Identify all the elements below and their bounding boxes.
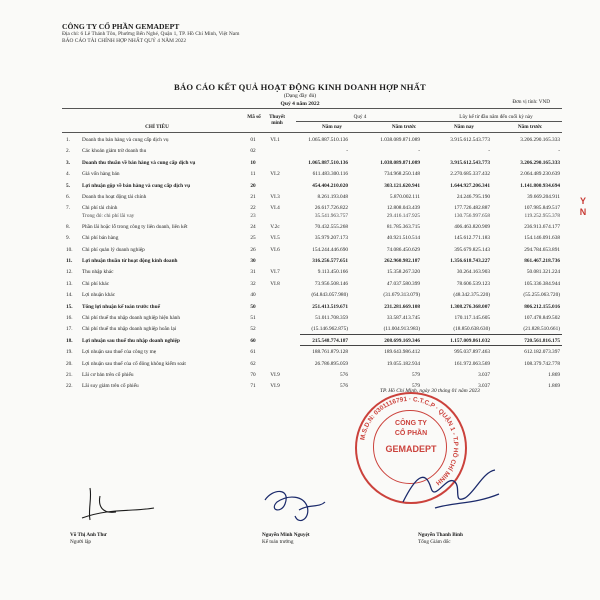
cell-y-prev: 3.206.290.165.333	[520, 159, 560, 166]
cell-note: VI.3	[270, 194, 280, 200]
cell-y-prev: 2.064.489.230.639	[520, 171, 560, 178]
cell-y-prev: (21.828.510.661)	[523, 326, 560, 333]
cell-y-cur: 1.308.276.368.007	[450, 303, 490, 310]
cell-y-cur: 3.037	[478, 372, 490, 378]
cell-q-prev: 262.960.982.187	[384, 258, 420, 264]
col-header-quarter: Quý 4	[353, 114, 367, 120]
cell-code: 50	[250, 303, 256, 310]
cell-name: Các khoản giảm trừ doanh thu	[82, 148, 147, 155]
cell-y-prev: 1.141.800.934.694	[520, 182, 560, 189]
cell-y-cur: 78.606.539.123	[456, 280, 490, 287]
cell-q-prev: 231.281.669.108	[384, 303, 420, 310]
cell-code: 52	[250, 326, 256, 333]
cell-code: 31	[250, 269, 256, 276]
cell-q-cur: 26.786.895.059	[314, 360, 348, 367]
seal-name-text: GEMADEPT	[385, 444, 437, 454]
cell-name: Thu nhập khác	[82, 269, 114, 276]
cell-q-cur: 251.413.519.671	[312, 303, 348, 310]
cell-name: Chi phí bán hàng	[82, 235, 119, 242]
cell-q-prev: 81.785.363.715	[386, 223, 420, 230]
cell-no: 12.	[66, 269, 73, 276]
cell-q-cur: 316.256.577.651	[312, 258, 348, 264]
signature-director-icon	[395, 458, 505, 518]
table-row	[62, 191, 562, 202]
cell-y-prev: 806.212.155.016	[524, 303, 560, 310]
cell-y-prev: 720.561.816.175	[524, 337, 560, 344]
cell-q-cur: 35.979.207.173	[314, 235, 348, 242]
table-row	[62, 157, 562, 168]
cell-no: 15.	[66, 303, 73, 310]
side-letter-1: Y	[579, 196, 586, 206]
cell-y-cur: 395.679.825.143	[454, 246, 490, 253]
cell-name: Chi phí khác	[82, 280, 110, 287]
cell-q-prev: 19.055.182.934	[386, 360, 420, 367]
cell-y-cur: 1.644.927.206.341	[450, 182, 490, 189]
cell-code: 21	[250, 194, 256, 200]
cell-q-prev: 5.870.002.111	[389, 194, 420, 200]
col-header-y-this-year: Năm nay	[453, 124, 475, 130]
cell-y-cur: 2.270.685.337.432	[450, 171, 490, 178]
svg-text:M.S.D.N: 0301116791 · C.T.C.P: M.S.D.N: 0301116791 · C.T.C.P · QUẬN 1 - T.P HỒ CHÍ MINH	[359, 395, 460, 487]
cell-y-cur: 1.356.618.743.227	[450, 258, 490, 264]
cell-no: 4.	[66, 171, 70, 178]
cell-note: VI.2	[270, 171, 280, 178]
table-top-rule	[62, 108, 562, 109]
cell-sub-q-prev: 29.416.147.925	[386, 213, 420, 220]
cell-no: 3.	[66, 159, 70, 166]
cell-code: 25	[250, 235, 256, 242]
cell-q-cur: 8.261.193.048	[317, 194, 348, 200]
cell-no: 5.	[66, 182, 70, 189]
cell-y-prev: 861.467.218.736	[524, 258, 560, 264]
cell-y-prev: 154.146.091.638	[524, 235, 560, 242]
cell-q-prev: (31.679.313.079)	[383, 292, 420, 299]
cell-q-prev: 33.587.413.745	[386, 315, 420, 321]
signer-name: Võ Thị Anh Thư	[70, 532, 107, 538]
cell-name: Lãi suy giảm trên cổ phiếu	[82, 383, 139, 390]
cell-code: 20	[250, 182, 256, 189]
cell-code: 60	[250, 337, 256, 344]
signer-role: Kế toán trưởng	[262, 539, 294, 546]
side-letter-2: N	[579, 207, 587, 217]
cell-note: VI.1	[270, 137, 280, 143]
cell-name: Lợi nhuận sau thuế của cổ đông không kiểm soát	[82, 360, 186, 367]
cell-name: Lợi nhuận sau thuế của công ty mẹ	[82, 349, 157, 356]
cell-q-cur: 188.761.879.128	[312, 349, 348, 356]
cell-no: 17.	[66, 326, 73, 333]
col-header-code: Mã số	[247, 114, 261, 120]
cell-q-cur: 26.617.726.822	[314, 205, 348, 212]
col-header-q-this-year: Năm nay	[321, 124, 343, 130]
cell-y-cur: (48.342.375.220)	[453, 292, 490, 299]
report-title: BÁO CÁO KẾT QUẢ HOẠT ĐỘNG KINH DOANH HỢP NHẤT	[174, 82, 426, 92]
cell-name: Tổng lợi nhuận kế toán trước thuế	[82, 303, 160, 310]
col-header-ytd: Lũy kế từ đầu năm đến cuối kỳ này	[459, 114, 533, 120]
cell-q-prev: 579	[412, 372, 420, 378]
cell-code: 10	[250, 159, 256, 166]
company-address: Địa chỉ: 6 Lê Thánh Tôn, Phường Bến Nghé, Quận 1, TP. Hồ Chí Minh, Việt Nam	[62, 31, 240, 38]
table-row	[62, 358, 562, 369]
cell-sub-y-prev: 119.252.955.378	[524, 213, 560, 220]
signer-role: Người lập	[70, 539, 91, 546]
cell-name: Lợi nhuận sau thuế thu nhập doanh nghiệp	[82, 337, 180, 344]
table-row	[62, 369, 562, 380]
cell-y-prev: (55.255.063.720)	[523, 292, 560, 299]
report-subtitle: (Dạng đầy đủ)	[283, 93, 317, 99]
cell-y-prev: 294.784.653.891	[524, 246, 560, 253]
cell-q-cur: -	[346, 148, 348, 155]
cell-q-prev: -	[418, 148, 420, 155]
cell-q-cur: 454.404.210.020	[312, 182, 348, 189]
table-row	[62, 266, 562, 277]
cell-y-cur: 406.463.820.909	[454, 223, 490, 230]
cell-q-prev: 1.038.089.871.089	[380, 137, 420, 143]
cell-y-cur: (18.850.638.630)	[453, 326, 490, 333]
seal-middle-text: CỔ PHẦN	[394, 430, 428, 437]
signer-accountant	[262, 532, 310, 546]
table-row	[62, 134, 562, 145]
cell-y-prev: 236.913.674.177	[524, 223, 560, 230]
company-name: CÔNG TY CỔ PHẦN GEMADEPT	[62, 22, 180, 31]
table-row	[62, 244, 562, 255]
cell-no: 6.	[66, 194, 70, 200]
cell-note: VI.8	[270, 280, 280, 287]
cell-y-prev: 107.985.849.517	[524, 205, 560, 212]
cell-name: Doanh thu thuần về bán hàng và cung cấp dịch vụ	[82, 159, 196, 166]
signature-accountant-icon	[255, 480, 335, 530]
table-row	[62, 380, 562, 391]
cell-no: 22.	[66, 383, 73, 390]
cell-q-cur: (15.146.962.875)	[311, 326, 348, 333]
cell-note: VI.7	[270, 269, 280, 276]
cell-y-prev: 612.182.073.397	[524, 349, 560, 356]
cell-code: 32	[250, 280, 256, 287]
cell-q-cur: 73.956.508.146	[314, 280, 348, 287]
group-rule	[296, 121, 562, 122]
cell-q-prev: 208.699.169.346	[384, 337, 420, 344]
cell-y-prev: -	[558, 148, 560, 155]
cell-no: 1.	[66, 137, 70, 143]
cell-y-prev: 50.081.321.224	[526, 269, 560, 276]
cell-q-prev: 74.086.450.629	[386, 246, 420, 253]
cell-y-prev: 1.869	[548, 383, 560, 390]
table-row	[62, 221, 562, 232]
signature-date: TP. Hồ Chí Minh, ngày 30 tháng 01 năm 2023	[380, 388, 480, 394]
cell-code: 61	[250, 349, 256, 356]
cell-no: 21.	[66, 372, 73, 378]
table-row	[62, 255, 562, 266]
cell-code: 30	[250, 258, 256, 264]
table-row	[62, 312, 562, 323]
cell-q-cur: 51.011.708.359	[315, 315, 348, 321]
cell-code: 11	[250, 171, 256, 178]
table-row	[62, 346, 562, 357]
signer-role: Tổng Giám đốc	[418, 539, 451, 546]
cell-y-cur: 995.037.897.463	[454, 349, 490, 356]
cell-q-cur: (64.843.057.980)	[311, 292, 348, 299]
cell-sub-y-cur: 130.756.997.658	[454, 213, 490, 220]
cell-q-cur: 215.548.774.187	[312, 337, 348, 344]
cell-q-cur: 611.483.300.116	[312, 171, 348, 178]
cell-q-prev: 40.921.510.514	[386, 235, 420, 242]
cell-q-prev: 12.808.043.439	[386, 205, 420, 212]
signature-preparer-icon	[70, 478, 160, 528]
cell-no: 11.	[66, 258, 73, 264]
table-row	[62, 168, 562, 179]
report-header	[62, 22, 239, 45]
seal-top-text: CÔNG TY	[395, 420, 427, 427]
cell-q-cur: 576	[340, 383, 348, 390]
cell-no: 9.	[66, 235, 70, 242]
cell-name: Lãi cơ bản trên cổ phiếu	[82, 372, 134, 378]
cell-y-cur: 3.037	[478, 383, 490, 390]
signer-name: Nguyễn Minh Nguyệt	[262, 532, 310, 538]
cell-code: 01	[250, 137, 256, 143]
cell-no: 2.	[66, 148, 70, 155]
cell-no: 8.	[66, 223, 70, 230]
cell-code: 70	[250, 372, 256, 378]
col-header-y-last-year: Năm trước	[517, 124, 543, 130]
table-row	[62, 180, 562, 191]
cell-no: 16.	[66, 315, 73, 321]
cell-q-prev: 1.038.089.871.089	[380, 159, 420, 166]
cell-q-cur: 576	[340, 372, 348, 378]
report-note: BÁO CÁO TÀI CHÍNH HỢP NHẤT QUÝ 4 NĂM 2022	[62, 38, 187, 45]
cell-q-prev: 734.968.250.148	[384, 171, 420, 178]
cell-y-cur: 3.915.612.543.773	[450, 137, 490, 143]
cell-name: Chi phí thuế thu nhập doanh nghiệp hiện hành	[82, 315, 180, 321]
cell-q-prev: 303.121.620.941	[384, 182, 420, 189]
cell-y-cur: 3.915.612.543.773	[450, 159, 490, 166]
cell-code: 71	[250, 383, 256, 390]
cell-q-cur: 9.113.450.166	[317, 269, 348, 276]
cell-sub-name: Trong đó: chi phí lãi vay	[82, 213, 135, 220]
table-row	[62, 232, 562, 243]
cell-code: 26	[250, 246, 256, 253]
side-stamp-text	[578, 196, 588, 218]
signer-name: Nguyễn Thanh Bình	[418, 532, 463, 538]
cell-name: Doanh thu hoạt động tài chính	[82, 194, 147, 200]
cell-name: Chi phí quản lý doanh nghiệp	[82, 246, 145, 253]
cell-q-prev: 15.358.267.320	[386, 269, 420, 276]
cell-q-prev: 579	[412, 383, 420, 390]
cell-y-prev: 105.336.384.944	[524, 280, 560, 287]
cell-note: V.2c	[270, 223, 280, 230]
cell-no: 14.	[66, 292, 73, 299]
cell-note: VI.9	[270, 383, 280, 390]
cell-sub-code: 23	[250, 213, 256, 220]
cell-y-cur: -	[488, 148, 490, 155]
signer-preparer	[70, 532, 107, 546]
cell-no: 19.	[66, 349, 73, 356]
signer-director	[418, 532, 463, 546]
unit-label: Đơn vị tính: VND	[512, 99, 550, 105]
cell-y-cur: 161.972.063.569	[454, 360, 490, 367]
cell-y-prev: 1.869	[548, 372, 560, 378]
cell-q-cur: 1.065.887.510.136	[308, 159, 348, 166]
cell-y-cur: 145.612.771.183	[454, 235, 490, 242]
cell-y-prev: 3.206.290.165.333	[520, 137, 560, 143]
cell-name: Lợi nhuận thuần từ hoạt động kinh doanh	[82, 258, 178, 264]
cell-no: 18.	[66, 337, 73, 344]
cell-note: VI.9	[270, 372, 280, 378]
cell-name: Lợi nhuận khác	[82, 292, 116, 299]
cell-y-cur: 24.246.795.190	[456, 194, 490, 200]
cell-code: 22	[250, 205, 256, 212]
cell-y-cur: 30.264.163.903	[456, 269, 490, 276]
cell-no: 20.	[66, 360, 73, 367]
cell-no: 7.	[66, 205, 70, 212]
col-header-note: Thuyết minh	[269, 114, 285, 127]
col-header-item: CHỈ TIÊU	[145, 124, 169, 130]
cell-code: 51	[250, 315, 256, 321]
table-row	[62, 301, 562, 312]
cell-y-prev: 107.478.849.502	[524, 315, 560, 321]
header-bottom-rule	[62, 132, 562, 133]
cell-q-cur: 1.065.887.510.136	[308, 137, 348, 143]
cell-code: 02	[250, 148, 256, 155]
cell-note: VI.4	[270, 205, 280, 212]
cell-q-cur: 154.244.446.690	[312, 246, 348, 253]
cell-name: Phần lãi hoặc lỗ trong công ty liên doanh, liên kết	[82, 223, 188, 230]
table-row	[62, 145, 562, 156]
cell-name: Chi phí thuế thu nhập doanh nghiệp hoãn lại	[82, 326, 177, 333]
cell-y-cur: 1.157.009.861.032	[450, 337, 490, 344]
cell-code: 40	[250, 292, 256, 299]
cell-code: 62	[250, 360, 256, 367]
table-row	[62, 289, 562, 300]
col-header-q-last-year: Năm trước	[391, 124, 417, 130]
cell-note: VI.6	[270, 246, 280, 253]
cell-q-prev: (11.004.913.983)	[383, 326, 420, 333]
table-row	[62, 278, 562, 289]
cell-q-prev: 189.643.986.412	[384, 349, 420, 356]
cell-q-cur: 70.432.555.268	[314, 223, 348, 230]
cell-no: 10.	[66, 246, 73, 253]
cell-name: Giá vốn hàng bán	[82, 171, 120, 178]
cell-name: Lợi nhuận gộp về bán hàng và cung cấp dịch vụ	[82, 182, 191, 189]
cell-name: Chi phí tài chính	[82, 205, 118, 212]
cell-sub-q-cur: 35.541.963.757	[314, 213, 348, 220]
cell-note: VI.5	[270, 235, 280, 242]
cell-y-prev: 108.379.742.778	[524, 360, 560, 367]
cell-y-cur: 170.117.145.605	[454, 315, 490, 321]
cell-name: Doanh thu bán hàng và cung cấp dịch vụ	[82, 137, 169, 143]
cell-q-prev: 47.037.580.399	[386, 280, 420, 287]
cell-y-cur: 177.726.482.887	[454, 205, 490, 212]
cell-no: 13.	[66, 280, 73, 287]
report-period: Quý 4 năm 2022	[280, 101, 320, 107]
cell-code: 24	[250, 223, 256, 230]
cell-y-prev: 39.669.204.911	[527, 194, 560, 200]
